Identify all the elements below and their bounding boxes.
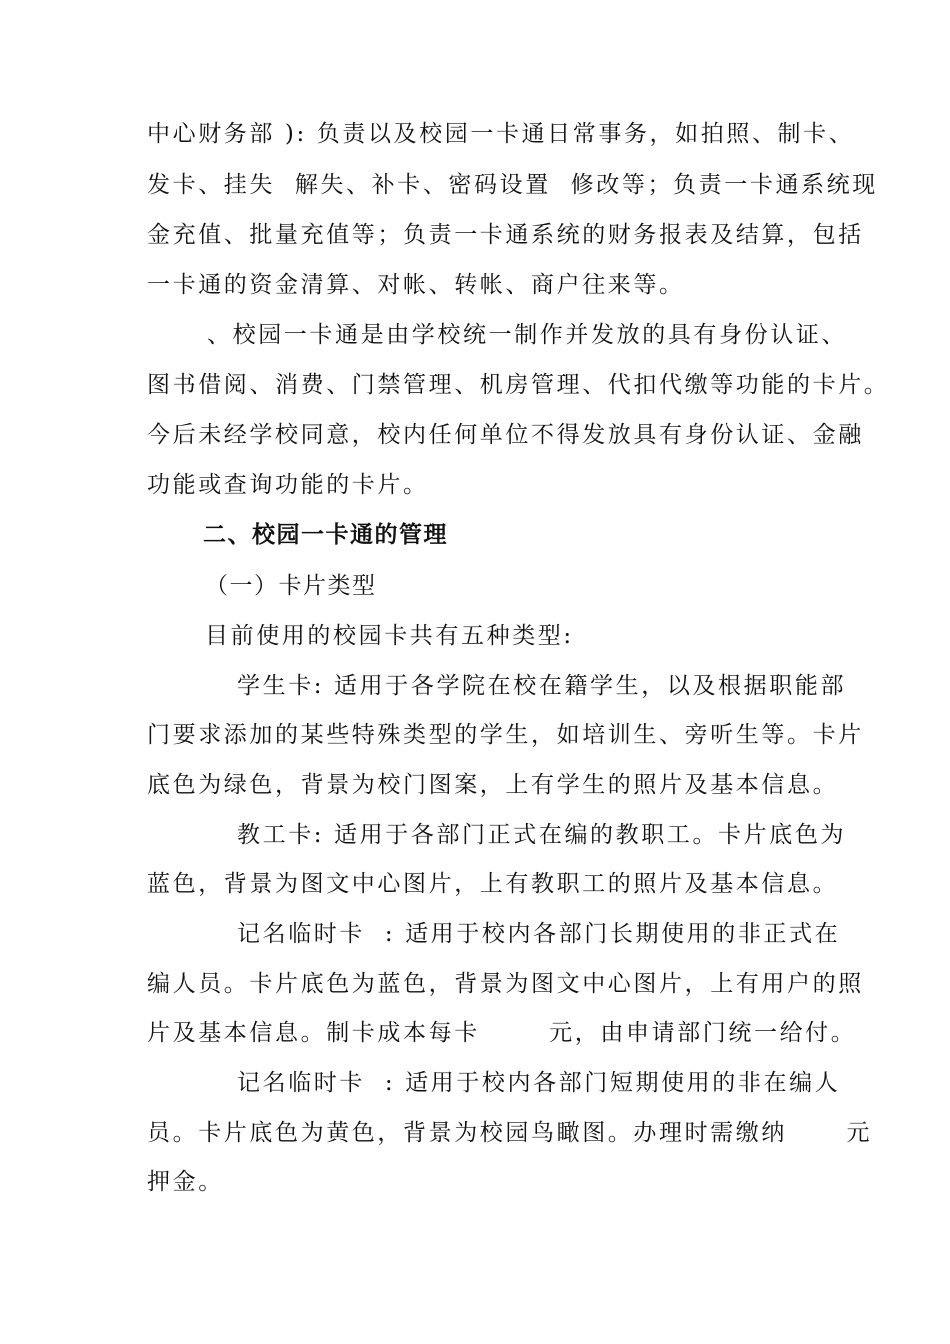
paragraph-line: 金充值、批量充值等；负责一卡通系统的财务报表及结算，包括	[147, 222, 864, 248]
paragraph-line: 教工卡: 适用于各部门正式在编的教职工。卡片底色为	[237, 822, 847, 848]
paragraph-line: 图书借阅、消费、门禁管理、机房管理、代扣代缴等功能的卡片。	[147, 372, 890, 398]
paragraph-line: 编人员。卡片底色为蓝色，背景为图文中心图片，上有用户的照	[147, 971, 864, 997]
paragraph-line: 底色为绿色，背景为校门图案，上有学生的照片及基本信息。	[147, 772, 839, 798]
section-heading: 二、校园一卡通的管理	[203, 522, 448, 548]
paragraph-line: 员。卡片底色为黄色，背景为校园鸟瞰图。办理时需缴纳 元	[147, 1120, 873, 1146]
paragraph-line: 学生卡: 适用于各学院在校在籍学生，以及根据职能部	[237, 673, 847, 699]
paragraph-line: 一卡通的资金清算、对帐、转帐、商户往来等。	[147, 272, 685, 298]
paragraph-line: 、校园一卡通是由学校统一制作并发放的具有身份认证、	[207, 322, 847, 348]
paragraph-line: 发卡、挂失 解失、补卡、密码设置 修改等；负责一卡通系统现	[147, 172, 878, 198]
paragraph-line: 今后未经学校同意，校内任何单位不得发放具有身份认证、金融	[147, 422, 864, 448]
paragraph-line: 蓝色，背景为图文中心图片，上有教职工的照片及基本信息。	[147, 871, 839, 897]
paragraph-line: 片及基本信息。制卡成本每卡 元，由申请部门统一给付。	[147, 1020, 857, 1046]
paragraph-line: 押金。	[147, 1169, 224, 1195]
paragraph-line: 中心财务部 ): 负责以及校园一卡通日常事务，如拍照、制卡、	[147, 121, 855, 147]
paragraph-line: 功能或查询功能的卡片。	[147, 472, 429, 498]
paragraph-line: 门要求添加的某些特殊类型的学生，如培训生、旁听生等。卡片	[147, 722, 864, 748]
paragraph-line: 目前使用的校园卡共有五种类型:	[205, 623, 574, 649]
subsection-heading: （一）卡片类型	[205, 573, 377, 599]
paragraph-line: 记名临时卡 : 适用于校内各部门短期使用的非在编人	[237, 1070, 841, 1096]
paragraph-line: 记名临时卡 : 适用于校内各部门长期使用的非正式在	[237, 921, 841, 947]
